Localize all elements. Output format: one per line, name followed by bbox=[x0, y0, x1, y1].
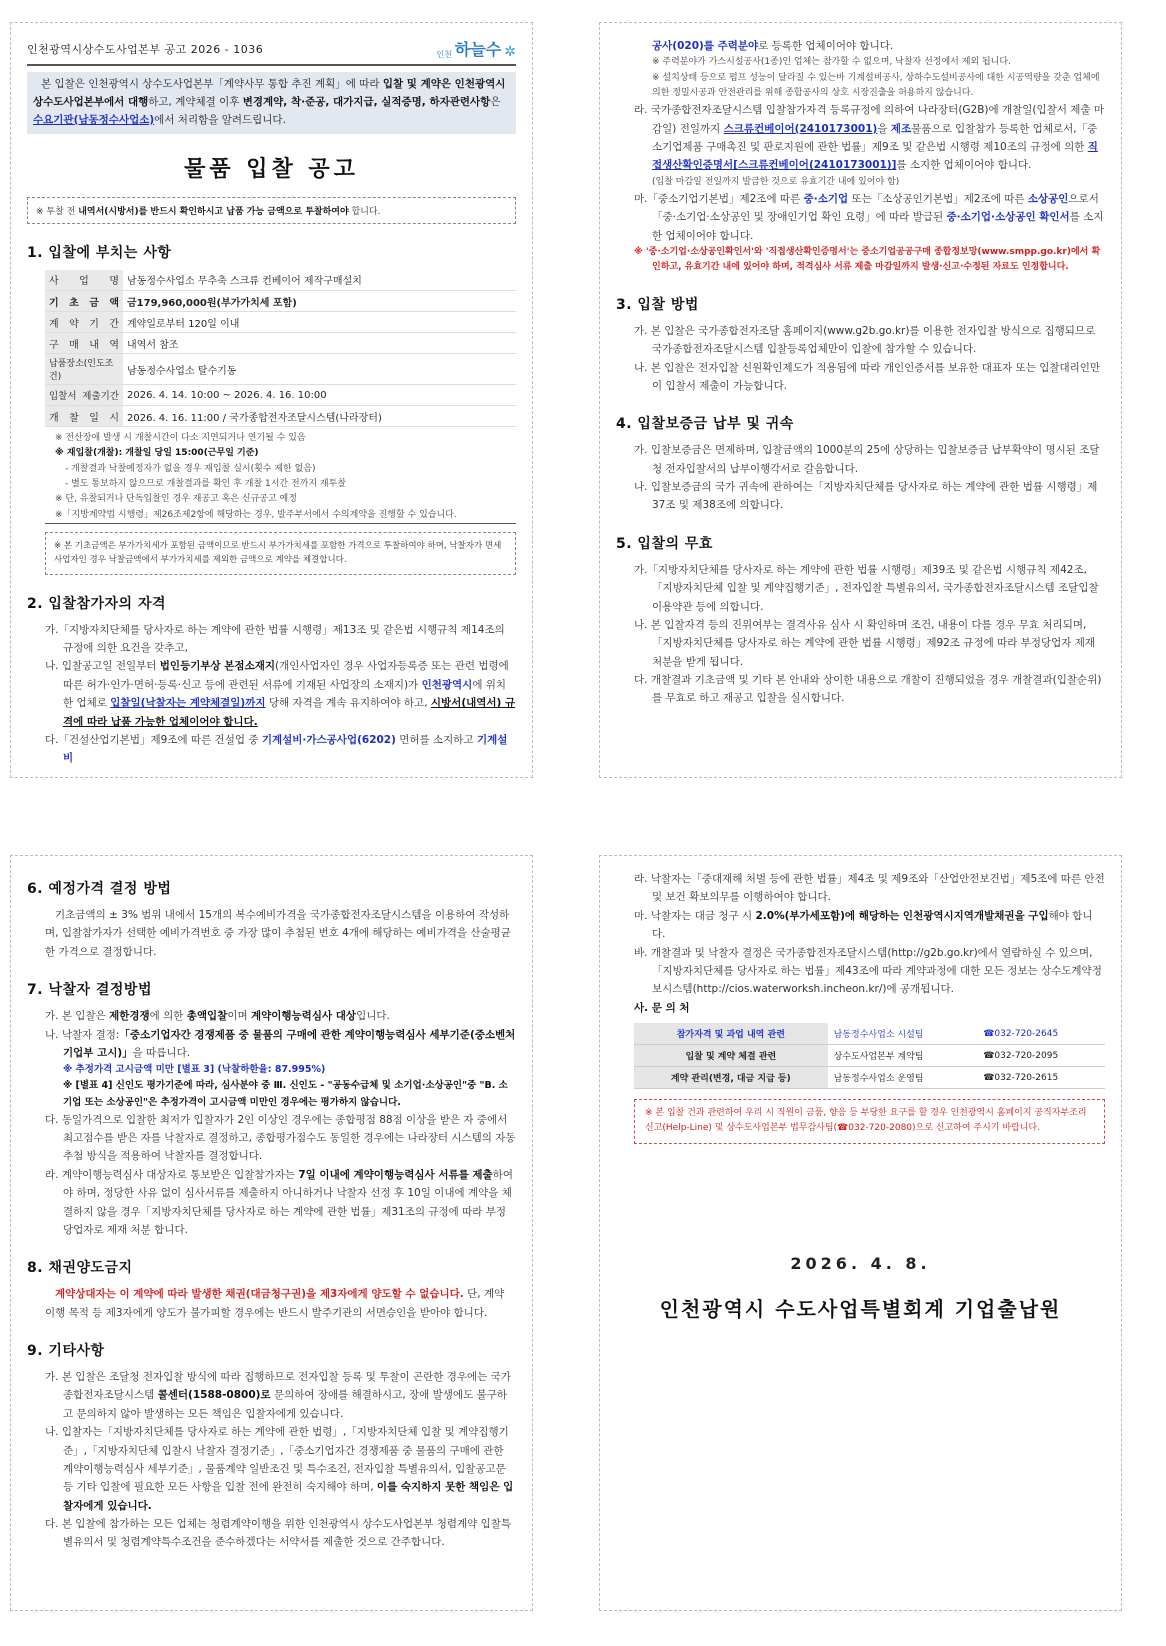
section9-item-ba: 바. 개찰결과 및 낙찰자 결정은 국가종합전자조달시스템(http://g2b.go.kr)에서 열람하실 수 있으며,「지방자치단체를 당사자로 하는 법률」제43조에 따라 계약과정에 대한 모든 정보는 상수도계약정보시스템(http://cios.waterworksh.incheon.kr/)에 공개됩니다. bbox=[634, 946, 1102, 996]
table-key: 납품장소(인도조건) bbox=[45, 354, 123, 385]
table-row bbox=[634, 1045, 1105, 1067]
text: 제한경쟁 bbox=[109, 1010, 150, 1023]
text: 계약이행능력심사 대상 bbox=[250, 1010, 357, 1023]
text: 인천광역시 bbox=[421, 678, 473, 691]
text: 을 bbox=[877, 122, 891, 135]
text: 면허를 소지하고 bbox=[395, 733, 477, 746]
text: 다.「건설산업기본법」제9조에 따른 건설업 중 bbox=[45, 733, 262, 746]
text: 중·소기업 bbox=[803, 193, 849, 206]
note-text: 합니다. bbox=[348, 206, 381, 217]
logo-mark-icon: ✲ bbox=[504, 44, 516, 60]
text: 직접생산확인증명서[스크류컨베이어(2410173001)] bbox=[652, 141, 1098, 172]
text: 를 소지한 업체이어야 합니다. bbox=[652, 211, 1104, 242]
note-text: ※ 투찰 전 bbox=[36, 206, 79, 217]
notice-number: 인천광역시상수도사업본부 공고 2026 - 1036 bbox=[27, 42, 264, 56]
table-value: 금179,960,000원(부가가치세 포함) bbox=[123, 291, 516, 312]
text: 가. 본 입찰은 조달청 전자입찰 방식에 따라 집행하므로 전자입찰 등록 및 투찰이 곤란한 경우에는 국가종합전자조달시스템 bbox=[45, 1371, 511, 1402]
section2-item-ra bbox=[616, 101, 1105, 190]
text: 를 소지한 업체이어야 합니다. bbox=[896, 159, 1032, 172]
table-value: 2026. 4. 14. 10:00 ~ 2026. 4. 16. 10:00 bbox=[123, 385, 516, 406]
text: 마.「중소기업기본법」제2조에 따른 bbox=[634, 193, 804, 206]
section7-item-na bbox=[27, 1026, 516, 1063]
text: 제조 bbox=[890, 122, 912, 135]
text: (개인사업자인 경우 사업자등록증 또는 관련 법령에 따른 허가·인가·면허·등록·신고 등에 관련된 서류에 기재된 사업장의 소재지)가 bbox=[63, 660, 509, 691]
table-row bbox=[45, 354, 516, 385]
contact-phone: ☎032-720-2095 bbox=[977, 1045, 1105, 1067]
table-key: 계 약 기 간 bbox=[45, 312, 123, 333]
section-title: 9. 기타사항 bbox=[27, 1343, 105, 1360]
table-row bbox=[45, 270, 516, 291]
table-row bbox=[634, 1023, 1105, 1045]
table-row bbox=[45, 385, 516, 406]
intro-text: 수요기관(남동정수사업소) bbox=[33, 113, 155, 126]
text: 문의하여 장애를 해결하시고, 장애 발생에도 불구하고 문의하지 않아 발생하는 모든 책임은 입찰자에게 있습니다. bbox=[63, 1389, 507, 1420]
text: 이를 숙지하지 못한 책임은 입찰자에게 있습니다. bbox=[63, 1481, 514, 1512]
table-key: 기 초 금 액 bbox=[45, 291, 123, 312]
note-line: ※ 전산장애 발생 시 개찰시간이 다소 지연되거나 연기될 수 있음 bbox=[55, 433, 306, 444]
text: 소상공인 bbox=[1027, 193, 1069, 206]
section-title: 4. 입찰보증금 납부 및 귀속 bbox=[616, 416, 794, 433]
intro-text: 본 입찰은 인천광역시 상수도사업본부「계약사무 통합 추진 계획」에 따라 bbox=[41, 78, 383, 90]
contact-dept: 남동정수사업소 운영팀 bbox=[828, 1067, 978, 1089]
text: 에 의한 bbox=[149, 1010, 187, 1023]
section4-item-ga: 가. 입찰보증금은 면제하며, 입찰금액의 1000분의 25에 상당하는 입찰보증금 납부확약이 명시된 조달청 전자입찰서의 납부이행각서로 갈음합니다. bbox=[634, 444, 1100, 475]
table-row bbox=[45, 333, 516, 354]
document-title: 물품 입찰 공고 bbox=[184, 156, 359, 182]
section2-item-na bbox=[27, 657, 516, 731]
note-line: ※「지방계약법 시행령」제26조제2항에 해당하는 경우, 발주부서에서 수의계약을 진행할 수 있습니다. bbox=[55, 509, 457, 520]
note-line: ※ 주력분야가 가스시설공사(1종)인 업체는 참가할 수 없으며, 낙찰자 선정에서 제외 됩니다. bbox=[652, 57, 1011, 68]
note-text: 내역서(시방서)를 반드시 확인하시고 납품 가능 금액으로 투찰하여야 bbox=[78, 206, 349, 217]
table-key: 사 업 명 bbox=[45, 270, 123, 291]
section7-item-ra bbox=[27, 1166, 516, 1240]
section3-item-na: 나. 본 입찰은 전자입찰 신원확인제도가 적용됨에 따라 개인인증서를 보유한 대표자 또는 입찰대리인만이 입찰서 제출이 가능합니다. bbox=[634, 361, 1101, 392]
section-title: 8. 채권양도금지 bbox=[27, 1260, 133, 1277]
text: 총액입찰 bbox=[186, 1010, 228, 1023]
section2-item-ma bbox=[616, 190, 1105, 245]
text: 로 등록한 업체이어야 합니다. bbox=[758, 40, 894, 52]
logo-small-text: 인천 bbox=[436, 50, 452, 59]
intro-text: 은 bbox=[490, 95, 501, 108]
text: 에 위치한 업체로 bbox=[63, 678, 507, 710]
report-notice-box: ※ 본 입찰 건과 관련하여 우리 시 직원이 금품, 향응 등 부당한 요구를 할 경우 인천광역시 홈페이지 공직자부조리신고(Help-Line) 및 상수도사업본부 법무감사팀(☎032-720-2080)으로 신고하여 주시기 바랍니다. bbox=[634, 1099, 1105, 1144]
section9-item-sa: 사. 문 의 처 bbox=[634, 1001, 690, 1014]
section9-item-ra: 라. 낙찰자는「중대재해 처벌 등에 관한 법률」제4조 및 제9조와「산업안전보건법」제5조에 따른 안전 및 보건 확보의무를 이행하여야 합니다. bbox=[634, 873, 1105, 904]
page-3 bbox=[10, 855, 533, 1611]
table-row bbox=[634, 1067, 1105, 1089]
table-row bbox=[45, 406, 516, 427]
note-line: ※ 재입찰(개찰): 개찰일 당일 15:00(근무일 기준) bbox=[55, 448, 259, 459]
text: 나. 입찰자는「지방자치단체를 당사자로 하는 계약에 관한 법령」,「지방자치단체 입찰 및 계약집행기준」,「지방자치단체 입찰시 낙찰자 결정기준」,「중소기업자간 경쟁제품 중 물품의 구매에 관한 계약이행능력심사 세부기준」, 물품계약 일반조건 및 특수조건, 전자입찰 특별유의서, 입찰공고문 등 기타 입찰에 필요한 모든 사항을 입찰 전에 완전히 숙지해야 하며, bbox=[45, 1426, 509, 1494]
section-title: 1. 입찰에 부치는 사항 bbox=[27, 244, 172, 261]
table-value: 남동정수사업소 탈수기동 bbox=[123, 354, 516, 385]
page-1 bbox=[10, 22, 533, 778]
note-line: ※ 설치상태 등으로 펌프 성능이 달라질 수 있는바 기계설비공사, 상하수도설비공사에 대한 시공역량을 갖춘 업체에 의한 정밀시공과 안전관리를 위해 종합공사의 상호 시장진출을 허용하지 않습니다. bbox=[652, 72, 1100, 98]
table-value: 2026. 4. 16. 11:00 / 국가종합전자조달시스템(나라장터) bbox=[123, 406, 516, 427]
note-line: ※ 단, 유찰되거나 단독입찰인 경우 재공고 혹은 신규공고 예정 bbox=[55, 494, 297, 505]
intro-box bbox=[27, 72, 516, 134]
section-title: 2. 입찰참가자의 자격 bbox=[27, 595, 166, 612]
text: 마. 낙찰자는 대금 청구 시 bbox=[634, 909, 756, 922]
section6-body: 기초금액의 ± 3% 범위 내에서 15개의 복수예비가격을 국가종합전자조달시스템을 이용하여 작성하며, 입찰참가자가 선택한 예비가격번호 중 가장 많이 추첨된 번호 4개에 해당하는 예비가격을 산술평균한 가격으로 결정합니다. bbox=[45, 909, 511, 958]
certificate-note: ※ '중·소기업·소상공인확인서'와 '직접생산확인증명서'는 중소기업공공구매 종합정보망(www.smpp.go.kr)에서 확인하고, 유효기간 내에 있어야 하며, 적격심사 서류 제출 마감일까지 발생·신고·수정된 자료도 인정합니다. bbox=[634, 247, 1101, 273]
text: 해야 합니다. bbox=[652, 909, 1093, 941]
text: 하여야 하며, 정당한 사유 없이 심사서류를 제출하지 아니하거나 낙찰자 선정 후 10일 이내에 계약을 체결하지 않을 경우「지방자치단체를 당사자로 하는 계약에 관한 법률」제31조의 규정에 따라 부정당업자로 제재 처분 합니다. bbox=[63, 1168, 513, 1236]
table-row bbox=[45, 312, 516, 333]
contact-dept: 상수도사업본부 계약팀 bbox=[828, 1045, 978, 1067]
section2-item-da-continued bbox=[616, 37, 1105, 55]
table-key: 입찰서 제출기간 bbox=[45, 385, 123, 406]
text: 콜센터(1588-0800)로 bbox=[157, 1389, 271, 1402]
vat-notice-box: ※ 본 기초금액은 부가가치세가 포함된 금액이므로 반드시 부가가치세를 포함한 가격으로 투찰하여야 하며, 낙찰자가 면세사업자인 경우 낙찰금액에서 부가가치세를 제외한 금액으로 계약을 체결합니다. bbox=[45, 532, 516, 575]
text: 7일 이내에 계약이행능력심사 서류를 제출 bbox=[298, 1168, 493, 1181]
text: 가. 본 입찰은 bbox=[45, 1010, 110, 1023]
section5-item-da: 다. 개찰결과 기초금액 및 기타 본 안내와 상이한 내용으로 개찰이 진행되었을 경우 개찰결과(입찰순위)를 무효로 하고 재공고 입찰을 실시합니다. bbox=[634, 674, 1102, 705]
bid-notice-box bbox=[27, 197, 516, 224]
text: 라. 국가종합전자조달시스템 입찰참가자격 등록규정에 의하여 나라장터(G2B)에 개찰일(입찰서 제출 마감일) 전일까지 bbox=[634, 104, 1105, 135]
section9-item-ma bbox=[616, 907, 1105, 944]
table-row bbox=[45, 291, 516, 312]
section-title: 3. 입찰 방법 bbox=[616, 296, 699, 313]
text: 나. 낙찰자 결정: bbox=[45, 1028, 120, 1041]
note-line: - 별도 통보하지 않으므로 개찰결과를 확인 후 개찰 1시간 전까지 재투찰 bbox=[65, 478, 347, 489]
text: 을 따릅니다. bbox=[132, 1046, 191, 1059]
text: 물품으로 입찰참가 등록한 업체로서,「중소기업제품 구매촉진 및 판로지원에 관한 법률」제9조 및 같은법 시행령 제10조의 규정에 의한 bbox=[652, 122, 1098, 154]
text: 스크류컨베이어(2410173001) bbox=[723, 122, 878, 135]
text: 입니다. bbox=[356, 1010, 390, 1023]
table-key: 개 찰 일 시 bbox=[45, 406, 123, 427]
text: 또는「소상공인기본법」제2조에 따른 bbox=[848, 193, 1028, 206]
text: 기계설비·가스공사업(6202) bbox=[261, 733, 396, 746]
page-2 bbox=[599, 22, 1122, 778]
text: 나. 입찰공고일 전일부터 bbox=[45, 660, 160, 673]
intro-text: 에서 처리함을 알려드립니다. bbox=[154, 113, 286, 126]
text: 입찰일(낙찰자는 계약체결일)까지 bbox=[110, 697, 266, 710]
section9-item-na bbox=[27, 1423, 516, 1515]
text: 시방서(내역서) 규격에 따라 납품 가능한 업체이어야 합니다. bbox=[63, 697, 516, 728]
section-title: 6. 예정가격 결정 방법 bbox=[27, 881, 172, 897]
text: 공사(020)를 주력분야 bbox=[652, 40, 759, 52]
text: 법인등기부상 본점소재지 bbox=[159, 660, 276, 673]
section1-notes bbox=[45, 427, 516, 524]
table-value: 남동정수사업소 무추축 스크류 컨베이어 제작구매설치 bbox=[123, 270, 516, 291]
intro-text: 변경계약, 착·준공, 대가지급, 실적증명, 하자관련사항 bbox=[242, 95, 491, 108]
contact-topic: 참가자격 및 과업 내역 관련 bbox=[634, 1023, 828, 1045]
section-title: 5. 입찰의 무효 bbox=[616, 535, 713, 552]
contact-topic: 계약 관리(변경, 대금 지급 등) bbox=[634, 1067, 828, 1089]
text: 이며 bbox=[227, 1010, 251, 1023]
text: 계약상대자는 이 계약에 따라 발생한 채권(대금청구권)을 제3자에게 양도할 수 없습니다. bbox=[55, 1288, 464, 1301]
contact-phone: ☎032-720-2615 bbox=[977, 1067, 1105, 1089]
text: 당해 자격을 계속 유지하여야 하고, bbox=[265, 697, 431, 710]
section9-item-ga bbox=[27, 1368, 516, 1423]
text: 단, 계약 이행 목적 등 제3자에게 양도가 불가피할 경우에는 반드시 발주기관의 서면승인을 받아야 합니다. bbox=[45, 1288, 505, 1319]
section5-item-ga: 가.「지방자치단체를 당사자로 하는 계약에 관한 법률 시행령」제39조 및 같은법 시행규칙 제42조,「지방자치단체 입찰 및 계약집행기준」, 전자입찰 특별유의서, 국가종합전자조달시스템 조달입찰 이용약관 등에 의합니다. bbox=[634, 563, 1099, 613]
section7-item-ga bbox=[27, 1007, 516, 1025]
notice-header bbox=[27, 37, 516, 66]
text: 으로서「중·소기업·소상공인 및 장애인기업 확인 요령」에 따라 발급된 bbox=[652, 193, 1099, 224]
section7-note-1: ※ 추정가격 고시금액 미만 [별표 3] (낙찰하한율: 87.995%) bbox=[63, 1064, 326, 1076]
section4-item-na: 나. 입찰보증금의 국가 귀속에 관하여는「지방자치단체를 당사자로 하는 계약에 관한 법률 시행령」제37조 및 제38조에 의합니다. bbox=[634, 481, 1098, 512]
section2-item-da bbox=[27, 731, 516, 768]
text: 중·소기업·소상공인 확인서 bbox=[946, 211, 1070, 224]
section8-body bbox=[27, 1285, 516, 1322]
intro-text: 입찰 및 계약은 인천광역시 상수도사업본부에서 대행 bbox=[33, 78, 506, 108]
section-title: 7. 낙찰자 결정방법 bbox=[27, 982, 152, 999]
text: 라. 계약이행능력심사 대상자로 통보받은 입찰참가자는 bbox=[45, 1168, 299, 1181]
contact-topic: 입찰 및 계약 체결 관련 bbox=[634, 1045, 828, 1067]
logo-text: 하늘수 bbox=[454, 40, 502, 59]
intro-text: 하고, 계약체결 이후 bbox=[148, 95, 243, 108]
note-line: - 개찰결과 낙찰예정자가 없을 경우 재입찰 실시(횟수 제한 없음) bbox=[65, 463, 316, 474]
page-4 bbox=[599, 855, 1122, 1611]
bid-info-table bbox=[45, 270, 516, 428]
section5-item-na: 나. 본 입찰자격 등의 진위여부는 결격사유 심사 시 확인하며 조건, 내용이 다를 경우 무효 처리되며,「지방자치단체를 당사자로 하는 계약에 관한 법률 시행령」제92조 규정에 따라 부정당업자 제재 처분을 받게 됩니다. bbox=[634, 618, 1096, 668]
contact-dept: 남동정수사업소 시설팀 bbox=[828, 1023, 978, 1045]
table-value: 내역서 참조 bbox=[123, 333, 516, 354]
section2-notes bbox=[616, 55, 1105, 101]
section7-item-da: 다. 동일가격으로 입찰한 최저가 입찰자가 2인 이상인 경우에는 종합평점 88점 이상을 받은 자 중에서 최고점수를 받은 자를 낙찰자로 결정하고, 종합평가점수도 동일한 경우에는 나라장터 시스템의 자동추첨 방식을 적용하여 낙찰자를 결정합니다. bbox=[45, 1113, 516, 1163]
section9-item-da: 다. 본 입찰에 참가하는 모든 업체는 청렴계약이행을 위한 인천광역시 상수도사업본부 청렴계약 입찰특별유의서 및 청렴계약특수조건을 준수하겠다는 서약서를 제출한 것으로 간주합니다. bbox=[45, 1518, 512, 1549]
section3-item-ga: 가. 본 입찰은 국가종합전자조달 홈페이지(www.g2b.go.kr)를 이용한 전자입찰 방식으로 집행되므로 국가종합전자조달시스템 입찰등록업체만이 입찰에 참가할 수 있습니다. bbox=[634, 324, 1096, 356]
text: 2.0%(부가세포함)에 해당하는 인천광역시지역개발채권을 구입 bbox=[755, 909, 1049, 922]
logo bbox=[436, 37, 516, 60]
issuing-organization: 인천광역시 수도사업특별회계 기업출납원 bbox=[659, 1296, 1062, 1321]
section2-item-ga: 가.「지방자치단체를 당사자로 하는 계약에 관한 법률 시행령」제13조 및 같은법 시행규칙 제14조의 규정에 의한 요건을 갖추고, bbox=[45, 623, 505, 655]
text: 「중소기업자간 경쟁제품 중 물품의 구매에 관한 계약이행능력심사 세부기준(중소벤처기업부 고시)」 bbox=[63, 1028, 516, 1059]
notice-date: 2026. 4. 8. bbox=[790, 1253, 931, 1273]
table-value: 계약일로부터 120일 이내 bbox=[123, 312, 516, 333]
contacts-table bbox=[634, 1023, 1105, 1089]
contact-phone: ☎032-720-2645 bbox=[977, 1023, 1105, 1045]
section7-note-2: ※ [별표 4] 신인도 평가기준에 따라, 심사분야 중 Ⅲ. 신인도 - "공동수급체 및 소기업·소상공인"중 "B. 소기업 또는 소상공인"은 추정가격이 고시금액 미만인 경우에는 평가하지 않습니다. bbox=[63, 1080, 508, 1108]
note-line: (입찰 마감일 전일까지 발급한 것으로 유효기간 내에 있어야 함) bbox=[652, 176, 900, 187]
text: 기계설비 bbox=[63, 733, 508, 765]
table-key: 구 매 내 역 bbox=[45, 333, 123, 354]
